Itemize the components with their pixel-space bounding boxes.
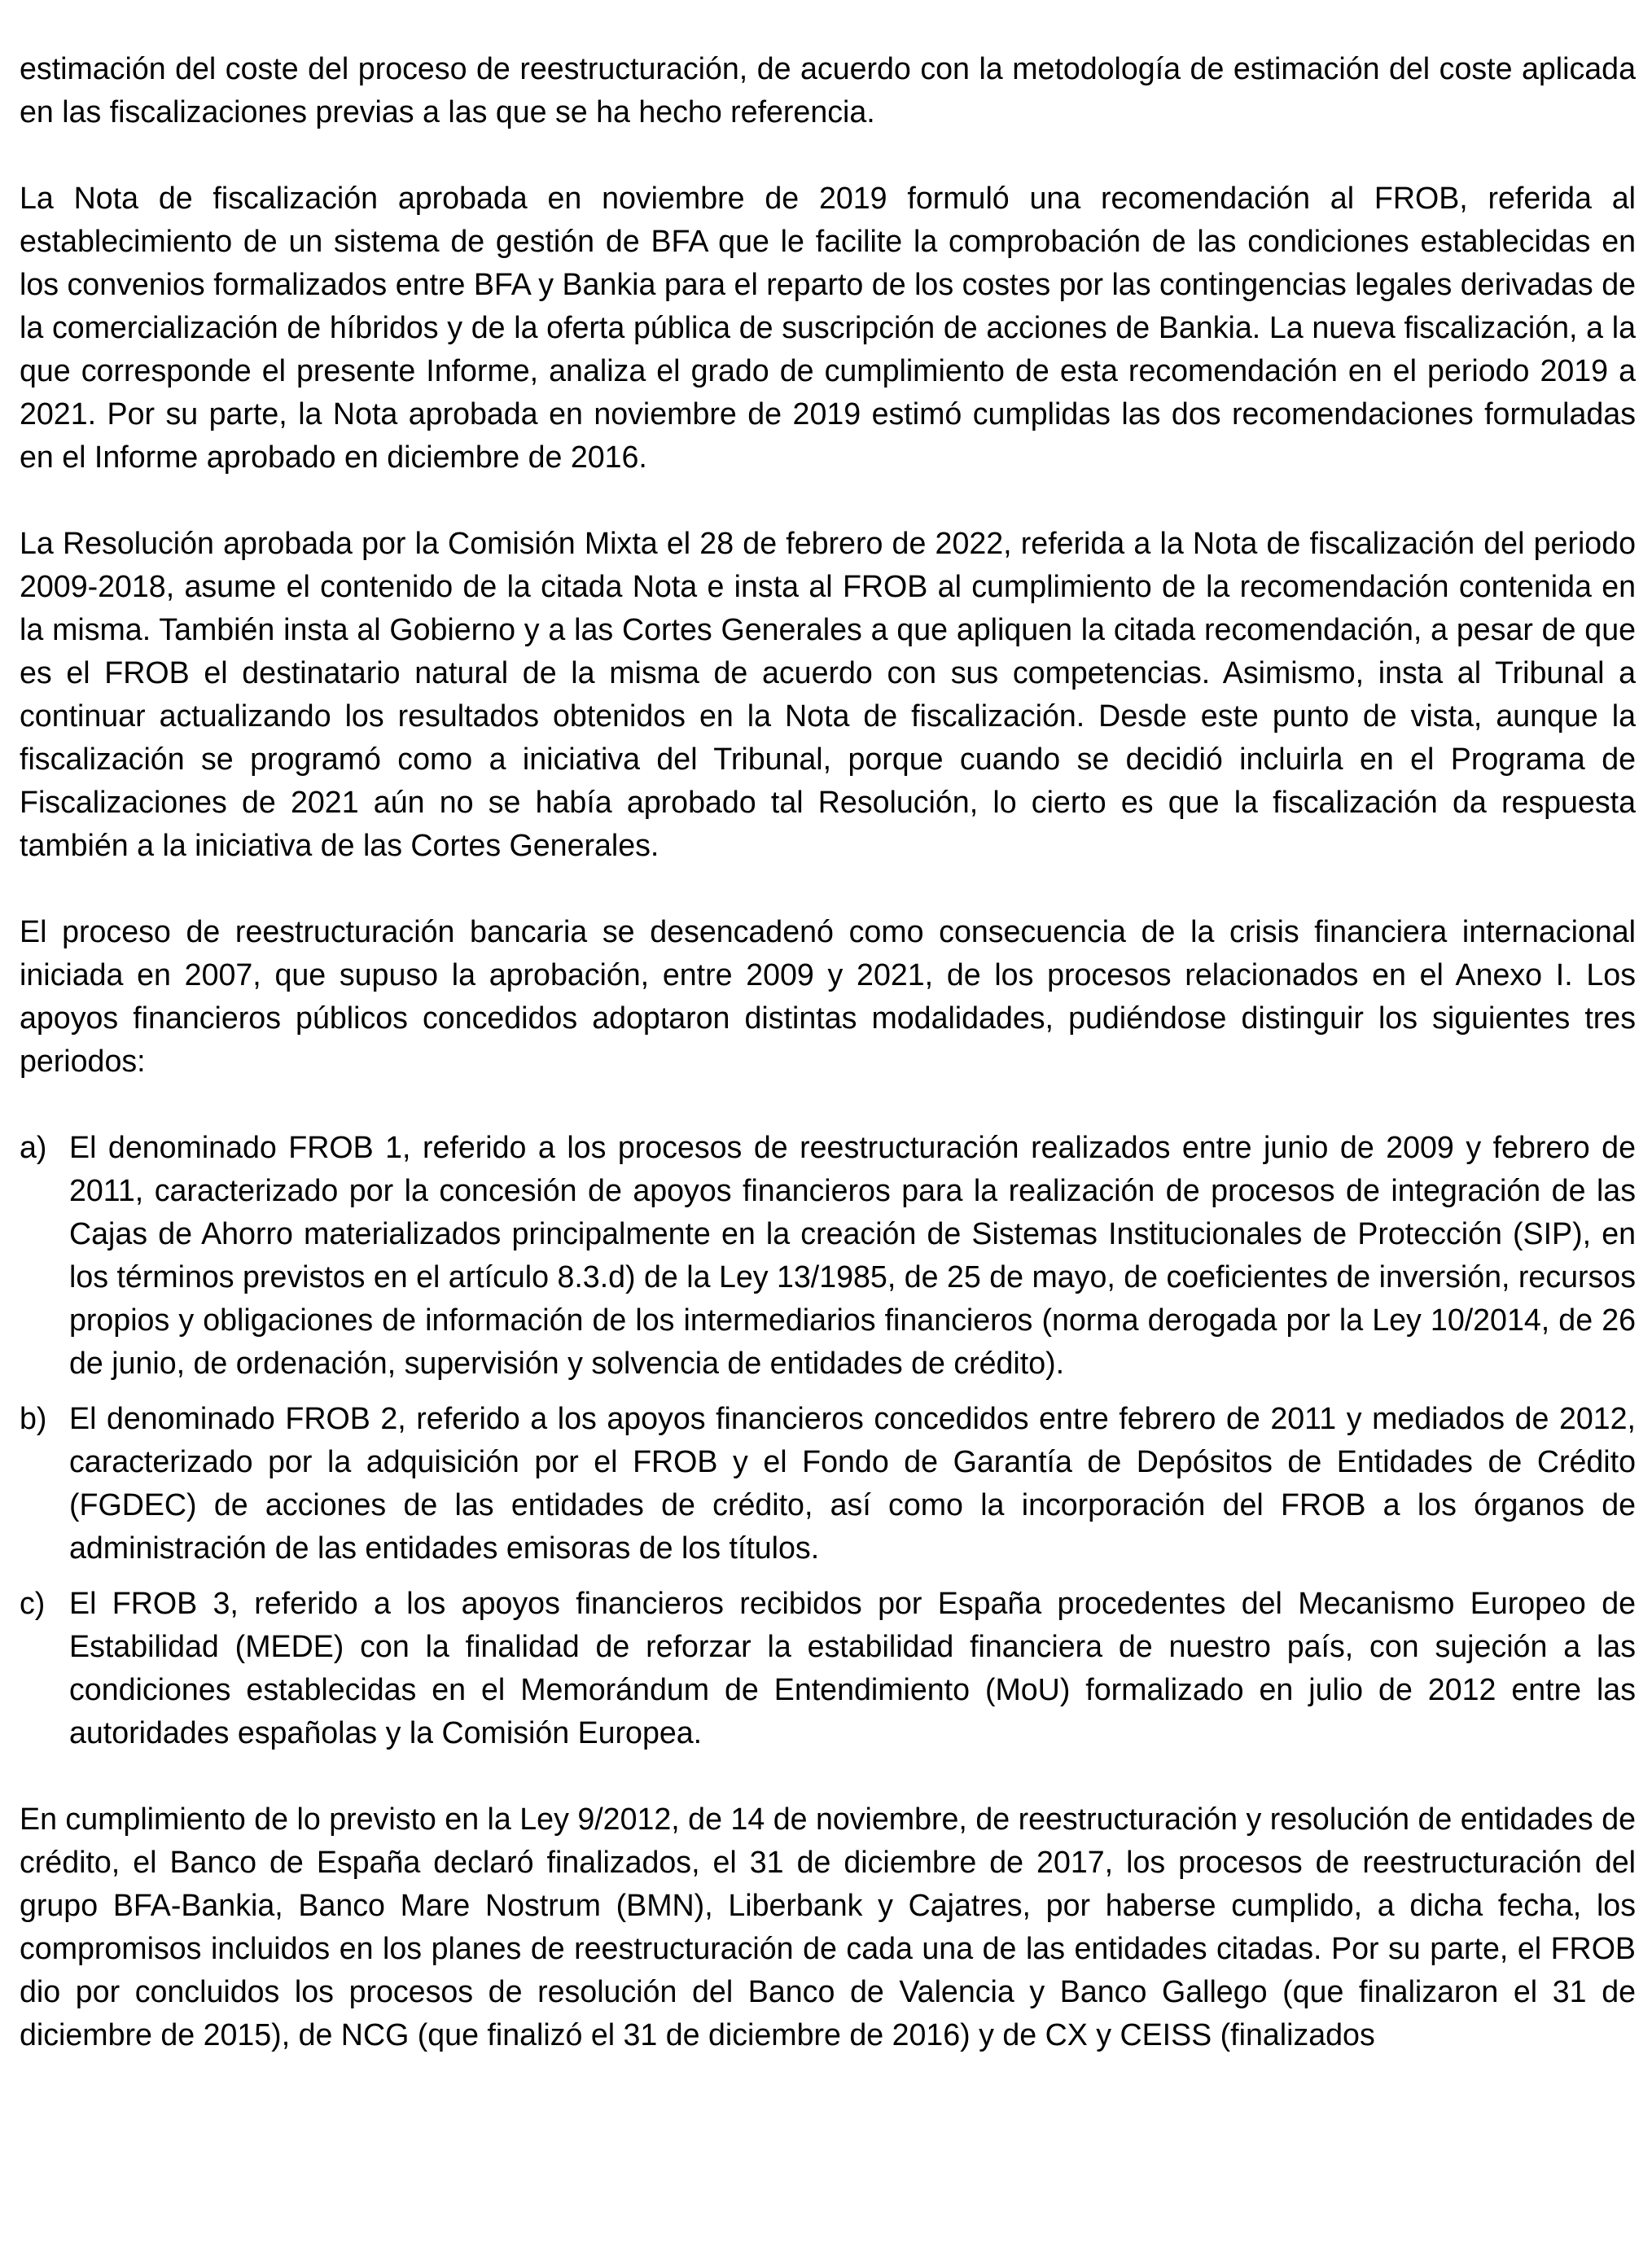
list-marker: c) [20,1586,46,1620]
list-item-frob-1 [20,1126,1636,1385]
paragraph-cost-estimation: estimación del coste del proceso de reestructuración, de acuerdo con la metodología de estimación del coste aplicada en las fiscalizaciones previas a las que se ha hecho referencia. [20,51,1636,129]
list-item-frob-2 [20,1397,1636,1570]
list-item-text: El denominado FROB 2, referido a los apoyos financieros concedidos entre febrero de 2011 y mediados de 2012, caracterizado por la adquisición por el FROB y el Fondo de Garantía de Depósitos de Entidades de Crédito (FGDEC) de acciones de las entidades de crédito, así como la incorporación del FROB a los órganos de administración de las entidades emisoras de los títulos. [69,1401,1636,1565]
list-item-text: El FROB 3, referido a los apoyos financieros recibidos por España procedentes del Mecanismo Europeo de Estabilidad (MEDE) con la finalidad de reforzar la estabilidad financiera de nuestro país, con sujeción a las condiciones establecidas en el Memorándum de Entendimiento (MoU) formalizado en julio de 2012 entre las autoridades españolas y la Comisión Europea. [69,1586,1636,1750]
list-item-text: El denominado FROB 1, referido a los procesos de reestructuración realizados entre junio de 2009 y febrero de 2011, caracterizado por la concesión de apoyos financieros para la realización de procesos de integración de las Cajas de Ahorro materializados principalmente en la creación de Sistemas Institucionales de Protección (SIP), en los términos previstos en el artículo 8.3.d) de la Ley 13/1985, de 25 de mayo, de coeficientes de inversión, recursos propios y obligaciones de información de los intermediarios financieros (norma derogada por la Ley 10/2014, de 26 de junio, de ordenación, supervisión y solvencia de entidades de crédito). [69,1130,1636,1380]
document-page [20,47,1636,2056]
list-marker: a) [20,1130,47,1164]
paragraph-resolution: La Resolución aprobada por la Comisión Mixta el 28 de febrero de 2022, referida a la Nota de fiscalización del periodo 2009-2018, asume el contenido de la citada Nota e insta al FROB al cumplimiento de la recomendación contenida en la misma. También insta al Gobierno y a las Cortes Generales a que apliquen la citada recomendación, a pesar de que es el FROB el destinatario natural de la misma de acuerdo con sus competencias. Asimismo, insta al Tribunal a continuar actualizando los resultados obtenidos en la Nota de fiscalización. Desde este punto de vista, aunque la fiscalización se programó como a iniciativa del Tribunal, porque cuando se decidió incluirla en el Programa de Fiscalizaciones de 2021 aún no se había aprobado tal Resolución, lo cierto es que la fiscalización da respuesta también a la iniciativa de las Cortes Generales. [20,526,1636,862]
list-item-frob-3 [20,1582,1636,1754]
paragraph-restructuring-process: El proceso de reestructuración bancaria se desencadenó como consecuencia de la crisis financiera internacional iniciada en 2007, que supuso la aprobación, entre 2009 y 2021, de los procesos relacionados en el Anexo I. Los apoyos financieros públicos concedidos adoptaron distintas modalidades, pudiéndose distinguir los siguientes tres periodos: [20,914,1636,1078]
paragraph-completion: En cumplimiento de lo previsto en la Ley 9/2012, de 14 de noviembre, de reestructuración y resolución de entidades de crédito, el Banco de España declaró finalizados, el 31 de diciembre de 2017, los procesos de reestructuración del grupo BFA-Bankia, Banco Mare Nostrum (BMN), Liberbank y Cajatres, por haberse cumplido, a dicha fecha, los compromisos incluidos en los planes de reestructuración de cada una de las entidades citadas. Por su parte, el FROB dio por concluidos los procesos de resolución del Banco de Valencia y Banco Gallego (que finalizaron el 31 de diciembre de 2015), de NCG (que finalizó el 31 de diciembre de 2016) y de CX y CEISS (finalizados [20,1802,1636,2052]
paragraph-recommendation: La Nota de fiscalización aprobada en noviembre de 2019 formuló una recomendación al FROB, referida al establecimiento de un sistema de gestión de BFA que le facilite la comprobación de las condiciones establecidas en los convenios formalizados entre BFA y Bankia para el reparto de los costes por las contingencias legales derivadas de la comercialización de híbridos y de la oferta pública de suscripción de acciones de Bankia. La nueva fiscalización, a la que corresponde el presente Informe, analiza el grado de cumplimiento de esta recomendación en el periodo 2019 a 2021. Por su parte, la Nota aprobada en noviembre de 2019 estimó cumplidas las dos recomendaciones formuladas en el Informe aprobado en diciembre de 2016. [20,181,1636,474]
list-marker: b) [20,1401,47,1435]
